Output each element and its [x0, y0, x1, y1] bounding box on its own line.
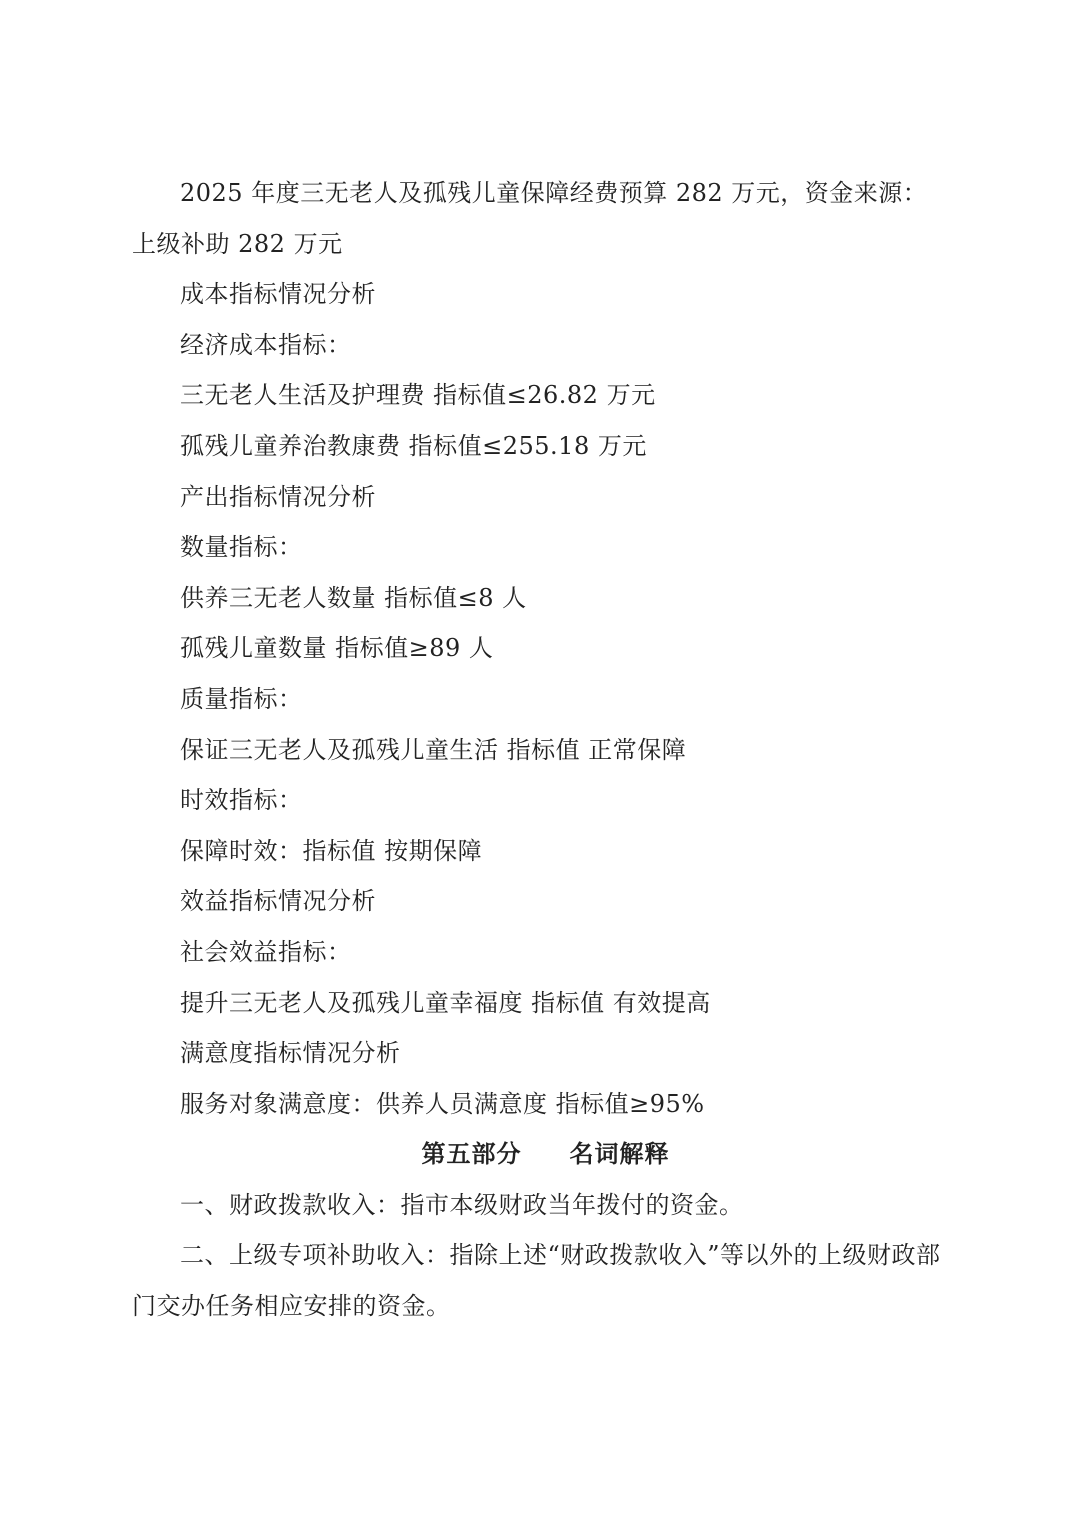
- paragraph-definition-subsidy: 二、上级专项补助收入：指除上述“财政拨款收入”等以外的上级财政部门交办任务相应安排的资金。: [132, 1241, 941, 1321]
- paragraph-timeliness-value: 保障时效：指标值 按期保障: [180, 836, 483, 865]
- paragraph-budget-summary: 2025 年度三无老人及孤残儿童保障经费预算 282 万元，资金来源：上级补助 282 万元: [132, 179, 928, 258]
- section-title: 名词解释: [569, 1139, 670, 1169]
- document-body: [132, 168, 947, 1332]
- paragraph-quality-label: 质量指标：: [180, 684, 303, 713]
- section-heading: [132, 1129, 947, 1180]
- paragraph-output-analysis-heading: 产出指标情况分析: [180, 482, 376, 511]
- paragraph-satisfaction-analysis-heading: 满意度指标情况分析: [180, 1039, 401, 1068]
- section-part-label: 第五部分: [421, 1139, 522, 1169]
- paragraph-economic-cost-label: 经济成本指标：: [180, 330, 352, 359]
- paragraph-elderly-care-cost: 三无老人生活及护理费 指标值≤26.82 万元: [180, 381, 656, 410]
- paragraph-social-benefit-label: 社会效益指标：: [180, 937, 352, 966]
- paragraph-quality-value: 保证三无老人及孤残儿童生活 指标值 正常保障: [180, 735, 687, 764]
- paragraph-satisfaction-value: 服务对象满意度：供养人员满意度 指标值≥95%: [180, 1089, 705, 1118]
- paragraph-happiness-value: 提升三无老人及孤残儿童幸福度 指标值 有效提高: [180, 988, 711, 1017]
- paragraph-timeliness-label: 时效指标：: [180, 786, 303, 815]
- paragraph-orphan-count: 孤残儿童数量 指标值≥89 人: [180, 634, 494, 663]
- paragraph-elderly-count: 供养三无老人数量 指标值≤8 人: [180, 583, 527, 612]
- paragraph-benefit-analysis-heading: 效益指标情况分析: [180, 887, 376, 916]
- paragraph-quantity-label: 数量指标：: [180, 533, 303, 562]
- paragraph-definition-fiscal: 一、财政拨款收入：指市本级财政当年拨付的资金。: [180, 1190, 744, 1219]
- paragraph-cost-analysis-heading: 成本指标情况分析: [180, 280, 376, 309]
- paragraph-orphan-care-cost: 孤残儿童养治教康费 指标值≤255.18 万元: [180, 431, 647, 460]
